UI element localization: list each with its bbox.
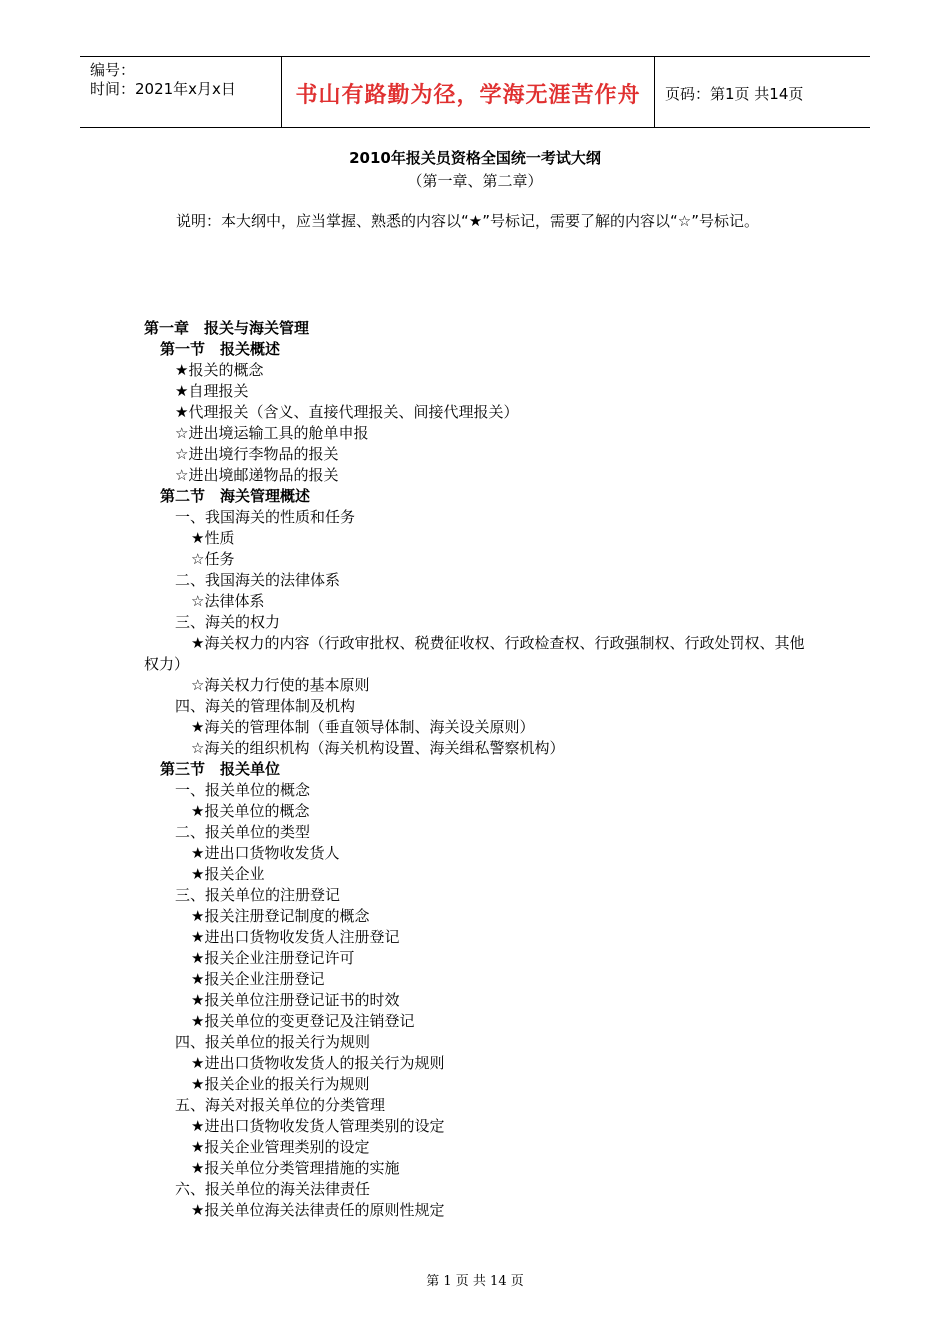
outline-item: 五、海关对报关单位的分类管理: [175, 1096, 386, 1114]
outline-item: 四、报关单位的报关行为规则: [175, 1033, 371, 1051]
outline-item: 二、报关单位的类型: [175, 823, 311, 841]
outline-item: 二、我国海关的法律体系: [175, 571, 341, 589]
outline-item: ☆进出境邮递物品的报关: [175, 466, 339, 484]
outline-item: ★进出口货物收发货人注册登记: [191, 928, 400, 946]
outline-item: 三、海关的权力: [175, 613, 281, 631]
outline-item: ☆法律体系: [191, 592, 265, 610]
outline-item: ☆海关的组织机构（海关机构设置、海关缉私警察机构）: [191, 739, 565, 757]
outline-item: ★报关企业注册登记许可: [191, 949, 355, 967]
outline-item: ★代理报关（含义、直接代理报关、间接代理报关）: [175, 403, 519, 421]
header-page-info: 页码：第1页 共14页: [665, 85, 804, 103]
outline-item: ★报关单位的概念: [191, 802, 310, 820]
outline-item: 一、我国海关的性质和任务: [175, 508, 356, 526]
outline-item: 四、海关的管理体制及机构: [175, 697, 356, 715]
outline-item: ☆任务: [191, 550, 235, 568]
outline-item: ★报关注册登记制度的概念: [191, 907, 370, 925]
number-label: 编号：: [90, 61, 136, 79]
outline-item: ★报关企业: [191, 865, 265, 883]
outline-item: ★报关单位海关法律责任的原则性规定: [191, 1201, 445, 1219]
outline-item: ☆进出境运输工具的舱单申报: [175, 424, 369, 442]
outline-item: 六、报关单位的海关法律责任: [175, 1180, 371, 1198]
outline-item: ★海关权力的内容（行政审批权、税费征收权、行政检查权、行政强制权、行政处罚权、其他权力）: [144, 634, 805, 673]
document-subtitle: （第一章、第二章）: [407, 172, 543, 190]
outline-item: ★海关的管理体制（垂直领导体制、海关设关原则）: [191, 718, 535, 736]
outline-item: ★报关企业的报关行为规则: [191, 1075, 370, 1093]
outline-item: 一、报关单位的概念: [175, 781, 311, 799]
outline-item: ★性质: [191, 529, 235, 547]
outline-item: ★报关的概念: [175, 361, 264, 379]
outline-item: ★进出口货物收发货人: [191, 844, 340, 862]
document-title: 2010年报关员资格全国统一考试大纲: [349, 149, 601, 167]
outline-item: ☆进出境行李物品的报关: [175, 445, 339, 463]
time-label: 时间：2021年x月x日: [90, 80, 236, 98]
page-header: [80, 56, 870, 128]
outline-item: ★自理报关: [175, 382, 249, 400]
outline-item: ★进出口货物收发货人管理类别的设定: [191, 1117, 445, 1135]
section-heading: 第三节 报关单位: [160, 760, 281, 778]
outline-item: ★报关企业注册登记: [191, 970, 325, 988]
motto-text: 书山有路勤为径，学海无涯苦作舟: [295, 82, 641, 108]
outline-item: ★报关单位注册登记证书的时效: [191, 991, 400, 1009]
header-meta-cell: [80, 57, 282, 127]
syllabus-outline: [144, 318, 806, 1221]
header-motto-cell: [282, 57, 655, 127]
outline-item: ★报关单位分类管理措施的实施: [191, 1159, 400, 1177]
outline-item: ☆海关权力行使的基本原则: [191, 676, 370, 694]
section-heading: 第一节 报关概述: [160, 340, 281, 358]
section-heading: 第二节 海关管理概述: [160, 487, 311, 505]
page-footer: 第 1 页 共 14 页: [426, 1274, 524, 1289]
document-note: 说明：本大纲中，应当掌握、熟悉的内容以“★”号标记，需要了解的内容以“☆”号标记。: [176, 212, 759, 230]
outline-item: ★报关单位的变更登记及注销登记: [191, 1012, 415, 1030]
outline-item: ★报关企业管理类别的设定: [191, 1138, 370, 1156]
outline-item: ★进出口货物收发货人的报关行为规则: [191, 1054, 445, 1072]
outline-item: 三、报关单位的注册登记: [175, 886, 341, 904]
header-page-cell: [655, 57, 870, 127]
chapter-heading: 第一章 报关与海关管理: [144, 319, 310, 337]
